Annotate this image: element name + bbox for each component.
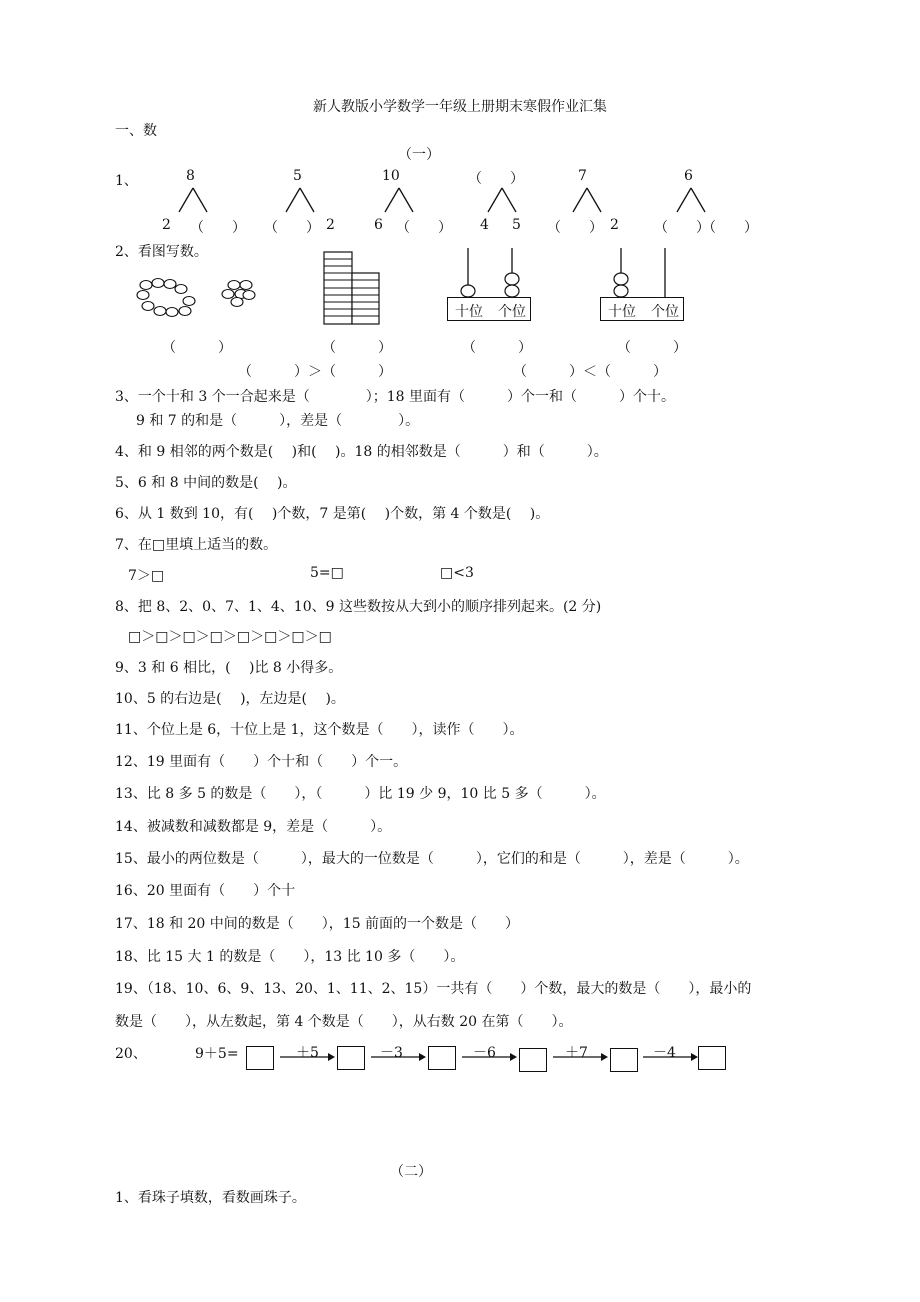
tree-right: 2 [610, 217, 619, 233]
question-13: 13、比 8 多 5 的数是（ ），（ ）比 19 少 9，10 比 5 多（ ）。 [115, 786, 606, 802]
answer-blank[interactable]: （ ） [322, 340, 392, 356]
question-12: 12、19 里面有（ ）个十和（ ）个一。 [115, 754, 408, 770]
question-4: 4、和 9 相邻的两个数是( )和( )。18 的相邻数是（ ）和（ ）。 [115, 444, 608, 460]
tree-right[interactable]: （ ） [702, 220, 758, 236]
tree-right: 2 [326, 217, 335, 233]
compare-greater[interactable]: （ ）＞（ ） [238, 364, 392, 380]
subsection-heading: （二） [390, 1164, 432, 1180]
question-17: 17、18 和 20 中间的数是（ ），15 前面的一个数是（ ） [115, 916, 520, 932]
subsection-heading: （一） [398, 147, 440, 163]
question-3-line-2: 9 和 7 的和是（ ），差是（ ）。 [136, 413, 420, 429]
q7-item[interactable]: 7＞□ [128, 568, 165, 584]
question-7: 7、在□里填上适当的数。 [115, 537, 278, 553]
tens-label: 十位 [455, 304, 483, 320]
tree-top: 6 [684, 168, 693, 184]
arrow-right-icon [371, 1052, 427, 1062]
q7-item[interactable]: 5=□ [310, 565, 344, 581]
tree-branches [282, 186, 318, 214]
answer-box[interactable] [519, 1048, 547, 1072]
answer-box[interactable] [698, 1046, 726, 1070]
ones-label: 个位 [498, 304, 526, 320]
arrow-right-icon [462, 1052, 518, 1062]
tree-branches [484, 186, 520, 214]
tree-left[interactable]: （ ） [547, 220, 603, 236]
document-title: 新人教版小学数学一年级上册期末寒假作业汇集 [313, 99, 607, 115]
chain-op: －3 [380, 1045, 403, 1061]
tree-top: 8 [186, 168, 195, 184]
q1-label: 1、 [115, 173, 138, 189]
tree-branches [381, 186, 417, 214]
ones-label: 个位 [651, 304, 679, 320]
tree-branches [569, 186, 605, 214]
question-14: 14、被减数和减数都是 9，差是（ ）。 [115, 819, 392, 835]
question-11: 11、个位上是 6，十位上是 1，这个数是（ ），读作（ ）。 [115, 722, 524, 738]
arrow-right-icon [553, 1052, 609, 1062]
tree-left: 6 [374, 217, 383, 233]
chain-op: ＋5 [296, 1045, 319, 1061]
tree-left[interactable]: （ ） [654, 220, 710, 236]
arrow-right-icon [643, 1052, 699, 1062]
tree-top[interactable]: （ ） [468, 171, 524, 187]
q8-order-line[interactable]: □＞□＞□＞□＞□＞□＞□＞□ [128, 629, 332, 645]
chain-op: －6 [473, 1045, 496, 1061]
tree-left[interactable]: （ ） [264, 220, 320, 236]
answer-box[interactable] [428, 1046, 456, 1070]
answer-box[interactable] [337, 1046, 365, 1070]
tree-left: 4 [480, 217, 489, 233]
tree-right[interactable]: （ ） [190, 220, 246, 236]
question-19-line-2: 数是（ ），从左数起，第 4 个数是（ ），从右数 20 在第（ ）。 [115, 1014, 573, 1030]
question-15: 15、最小的两位数是（ ），最大的一位数是（ ），它们的和是（ ），差是（ ）。 [115, 851, 749, 867]
q20-label: 20、 [115, 1046, 147, 1062]
tree-right: 5 [512, 217, 521, 233]
q7-item[interactable]: □<3 [440, 565, 474, 581]
section2-question-1: 1、看珠子填数，看数画珠子。 [115, 1190, 306, 1206]
question-9: 9、3 和 6 相比，( )比 8 小得多。 [115, 660, 343, 676]
answer-box[interactable] [610, 1048, 638, 1072]
tree-right[interactable]: （ ） [396, 220, 452, 236]
answer-box[interactable] [246, 1046, 274, 1070]
abacus-rods [600, 248, 686, 298]
bead-group-ten [134, 278, 198, 320]
question-5: 5、6 和 8 中间的数是( )。 [115, 475, 297, 491]
bead-group-small [220, 278, 256, 308]
tree-top: 5 [293, 168, 302, 184]
question-10: 10、5 的右边是( )，左边是( )。 [115, 691, 345, 707]
tree-branches [175, 186, 211, 214]
answer-blank[interactable]: （ ） [617, 340, 687, 356]
question-6: 6、从 1 数到 10，有( )个数，7 是第( )个数，第 4 个数是( )。 [115, 506, 550, 522]
q20-start: 9＋5= [195, 1046, 239, 1062]
counting-blocks [323, 251, 381, 325]
tree-top: 10 [382, 168, 400, 184]
tree-left: 2 [162, 217, 171, 233]
question-18: 18、比 15 大 1 的数是（ ），13 比 10 多（ ）。 [115, 949, 465, 965]
chain-op: ＋7 [565, 1045, 588, 1061]
section-heading: 一、数 [115, 123, 157, 139]
tens-label: 十位 [608, 304, 636, 320]
answer-blank[interactable]: （ ） [462, 340, 532, 356]
compare-less[interactable]: （ ）＜（ ） [513, 364, 667, 380]
q2-label: 2、看图写数。 [115, 244, 208, 260]
tree-branches [673, 186, 709, 214]
question-19-line-1: 19、（18、10、6、9、13、20、1、11、2、15）一共有（ ）个数，最大的数是（ ），最小的 [115, 981, 752, 997]
question-16: 16、20 里面有（ ）个十 [115, 883, 296, 899]
tree-top: 7 [578, 168, 587, 184]
arrow-right-icon [280, 1052, 336, 1062]
answer-blank[interactable]: （ ） [162, 340, 232, 356]
chain-op: －4 [653, 1045, 676, 1061]
question-8: 8、把 8、2、0、7、1、4、10、9 这些数按从大到小的顺序排列起来。(2 分) [115, 599, 602, 615]
abacus-rods [447, 248, 533, 298]
question-3-line-1: 3、一个十和 3 个一合起来是（ ）；18 里面有（ ）个一和（ ）个十。 [115, 389, 675, 405]
